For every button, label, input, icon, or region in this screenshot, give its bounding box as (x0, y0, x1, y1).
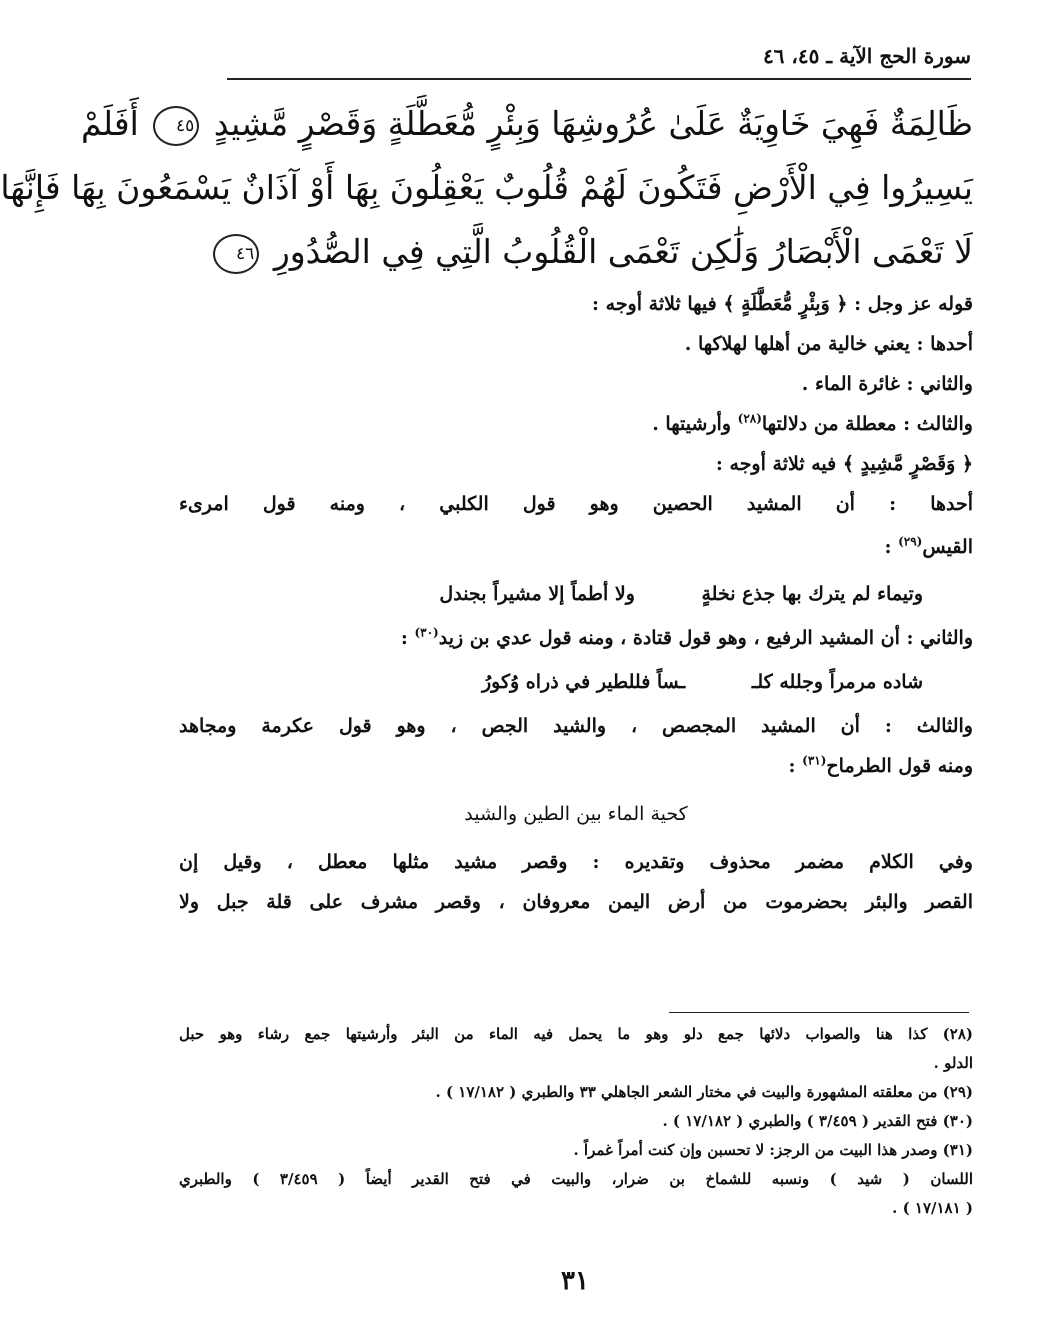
verse-text: يَسِيرُوا فِي الْأَرْضِ فَتَكُونَ لَهُمْ قُلُوبٌ يَعْقِلُونَ بِهَا أَوْ آذَانٌ يَسْمَعُونَ بِهَا فَإِنَّهَا (0, 168, 973, 207)
paragraph-line (179, 746, 973, 786)
poem-first-hemistich: وتيماء لم يترك بها جذع نخلةٍ (701, 583, 923, 605)
paragraph-line (179, 404, 973, 444)
verse-line (227, 220, 973, 284)
verse-text: لَا تَعْمَى الْأَبْصَارُ وَلَٰكِن تَعْمَى الْقُلُوبُ الَّتِي فِي الصُّدُورِ (273, 232, 973, 271)
footnote-separator (669, 1012, 969, 1013)
footnote-ref[interactable]: (٣٠) (414, 625, 439, 640)
text-run: والثالث : معطلة من دلالتها (761, 413, 973, 435)
page-number: ٣١ (561, 1266, 589, 1296)
header-rule (227, 78, 971, 80)
footnote-28: (٢٨) كذا هنا والصواب دلائها جمع دلو وهو ما يحمل فيه الماء من البئر وأرشيتها جمع رشاء وهو حبل (179, 1025, 973, 1043)
ayah-number-marker: ٤٦ (213, 234, 259, 274)
verse-line (0, 156, 973, 220)
footnote-31-continued: ( ١٧/١٨١ ) . (892, 1199, 973, 1217)
paragraph-line: قوله عز وجل : ﴿ وَبِئْرٍ مُّعَطَّلَةٍ ﴾ فيها ثلاثة أوجه : (592, 293, 973, 315)
running-header (227, 38, 971, 78)
text-run: : (788, 755, 803, 777)
paragraph-line: وفي الكلام مضمر محذوف وتقديره : وقصر مشيد مثلها معطل ، وقيل إن (179, 851, 973, 873)
paragraph-line: والثاني : غائرة الماء . (801, 373, 973, 395)
header-title: سورة الحج الآية ـ ٤٥، ٤٦ (762, 44, 971, 68)
paragraph-line: ﴿ وَقَصْرٍ مَّشِيدٍ ﴾ فيه ثلاثة أوجه : (715, 453, 973, 475)
quoted-verse: كحية الماء بين الطين والشيد (464, 803, 688, 825)
text-run: ومنه قول الطرماح (826, 755, 973, 777)
text-run: : (884, 536, 899, 558)
paragraph-line (179, 524, 973, 570)
footnote-31: (٣١) وصدر هذا البيت من الرجز: لا تحسبن وإن كنت أمراً غمراً . (573, 1141, 973, 1159)
poem-second-hemistich: ـساً فللطير في ذراه وُكورُ (481, 671, 686, 693)
footnote-30: (٣٠) فتح القدير ( ٣/٤٥٩ ) والطبري ( ١٧/١٨٢ ) . (662, 1112, 973, 1130)
verse-text: ظَالِمَةٌ فَهِيَ خَاوِيَةٌ عَلَىٰ عُرُوشِهَا وَبِئْرٍ مُّعَطَّلَةٍ وَقَصْرٍ مَّشِيدٍ (213, 104, 973, 143)
poem-second-hemistich: ولا أطماً إلا مشيراً بجندل (439, 583, 635, 605)
text-run: والثاني : أن المشيد الرفيع ، وهو قول قتادة ، ومنه قول عدي بن زيد (438, 627, 973, 649)
poem-first-hemistich: شاده مرمراً وجلله كلـ (751, 671, 923, 693)
footnote-29: (٢٩) من معلقته المشهورة والبيت في مختار الشعر الجاهلي ٣٣ والطبري ( ١٧/١٨٢ ) . (435, 1083, 973, 1101)
footnote-28-continued: الدلو . (933, 1054, 973, 1072)
text-run: وأرشيتها . (652, 413, 738, 435)
footnote-ref[interactable]: (٢٨) (737, 411, 762, 426)
paragraph-line: والثالث : أن المشيد المجصص ، والشيد الجص ، وهو قول عكرمة ومجاهد (179, 715, 973, 737)
paragraph-line: القصر والبئر بحضرموت من أرض اليمن معروفان ، وقصر مشرف على قلة جبل ولا (179, 891, 973, 913)
quran-verses (0, 92, 973, 282)
ayah-number-marker: ٤٥ (153, 106, 199, 146)
footnote-ref[interactable]: (٣١) (802, 753, 827, 768)
poem-verse (179, 570, 973, 618)
paragraph-line: أحدها : أن المشيد الحصين وهو قول الكلبي ، ومنه قول امرىء (179, 493, 973, 515)
footnotes (179, 1020, 973, 1223)
text-run: القيس (922, 536, 973, 558)
paragraph-line (179, 618, 973, 658)
verse-text: أَفَلَمْ (80, 104, 139, 143)
paragraph-line: أحدها : يعني خالية من أهلها لهلاكها . (684, 333, 973, 355)
commentary-body (179, 284, 973, 922)
verse-line (80, 92, 973, 156)
text-run: : (400, 627, 415, 649)
poem-verse (179, 658, 973, 706)
footnote-31-continued: اللسان ( شيد ) ونسبه للشماخ بن ضرار، والبيت في فتح القدير أيضاً ( ٣/٤٥٩ ) والطبري (179, 1170, 973, 1188)
footnote-ref[interactable]: (٢٩) (898, 534, 923, 549)
